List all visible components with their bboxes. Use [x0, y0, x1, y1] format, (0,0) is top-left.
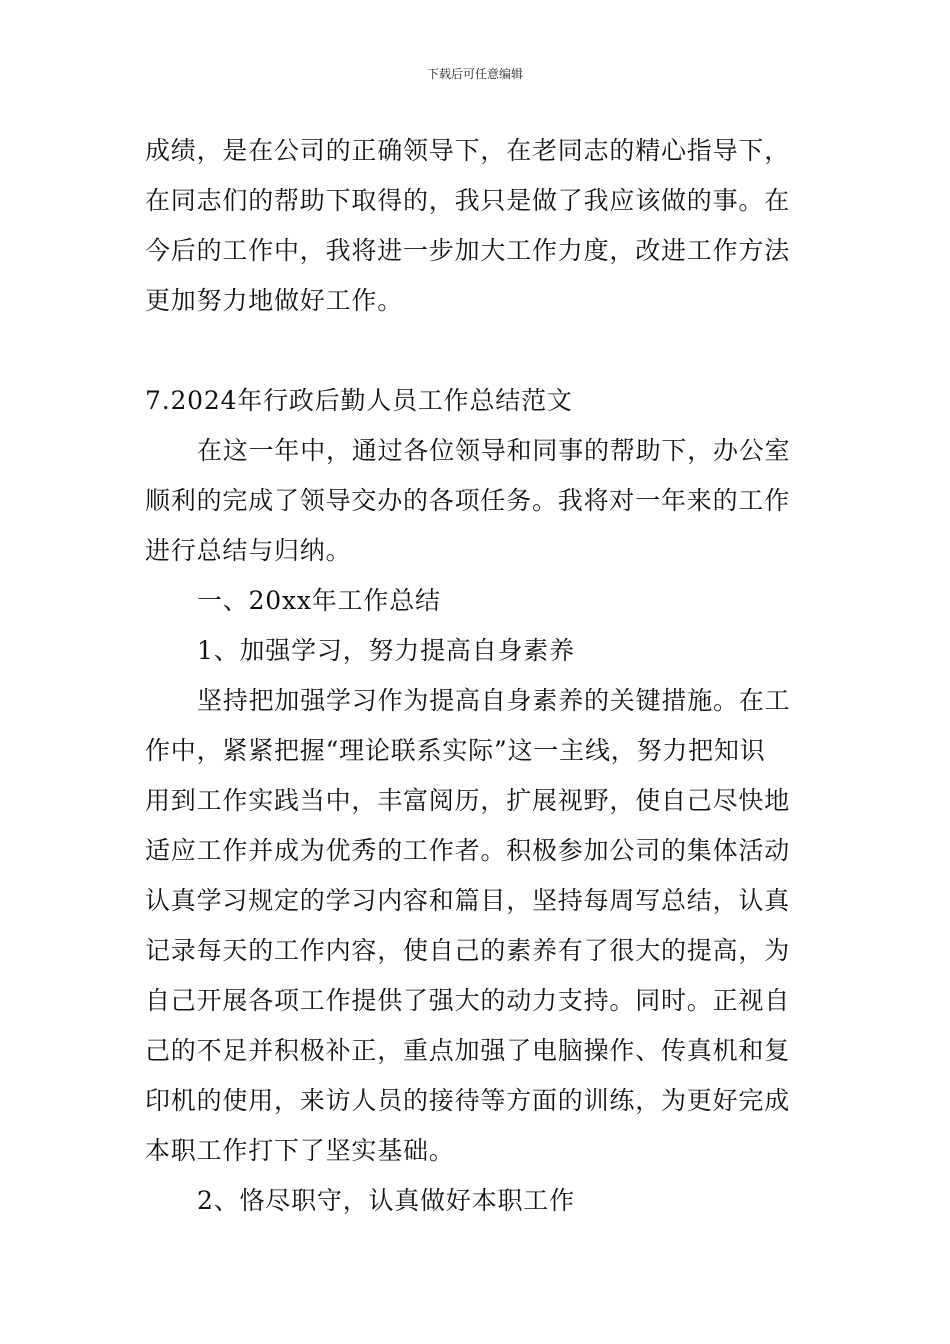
text-line: 顺利的完成了领导交办的各项任务。我将对一年来的工作 [145, 486, 791, 515]
document-body [145, 126, 810, 1226]
text-line: 更加努力地做好工作。 [145, 286, 404, 315]
text-line: 成绩，是在公司的正确领导下，在老同志的精心指导下， [145, 136, 791, 165]
text-line: 认真学习规定的学习内容和篇目，坚持每周写总结，认真 [145, 886, 791, 915]
text-line: 记录每天的工作内容，使自己的素养有了很大的提高，为 [145, 936, 791, 965]
subsection-heading: 1、加强学习，努力提高自身素养 [197, 636, 575, 665]
text-line: 自己开展各项工作提供了强大的动力支持。同时。正视自 [145, 986, 791, 1015]
text-line: 坚持把加强学习作为提高自身素养的关键措施。在工 [197, 686, 791, 715]
text-line: 本职工作打下了坚实基础。 [145, 1136, 455, 1165]
text-line: 在这一年中，通过各位领导和同事的帮助下，办公室 [197, 436, 791, 465]
subsection-heading: 2、恪尽职守，认真做好本职工作 [197, 1186, 575, 1215]
text-line: 在同志们的帮助下取得的，我只是做了我应该做的事。在 [145, 186, 791, 215]
text-line: 作中，紧紧把握“理论联系实际”这一主线，努力把知识 [145, 736, 766, 765]
page-header: 下载后可任意编辑 [426, 67, 523, 81]
text-line: 己的不足并积极补正，重点加强了电脑操作、传真机和复 [145, 1036, 791, 1065]
text-line: 进行总结与归纳。 [145, 536, 352, 565]
text-line: 适应工作并成为优秀的工作者。积极参加公司的集体活动 [145, 836, 791, 865]
section-heading: 一、20xx年工作总结 [197, 586, 441, 615]
text-line: 今后的工作中，我将进一步加大工作力度，改进工作方法 [145, 236, 791, 265]
text-line: 印机的使用，来访人员的接待等方面的训练，为更好完成 [145, 1086, 791, 1115]
paragraph-gap [145, 326, 810, 376]
text-line: 用到工作实践当中，丰富阅历，扩展视野，使自己尽快地 [145, 786, 791, 815]
section-title: 7.2024年行政后勤人员工作总结范文 [145, 386, 573, 415]
